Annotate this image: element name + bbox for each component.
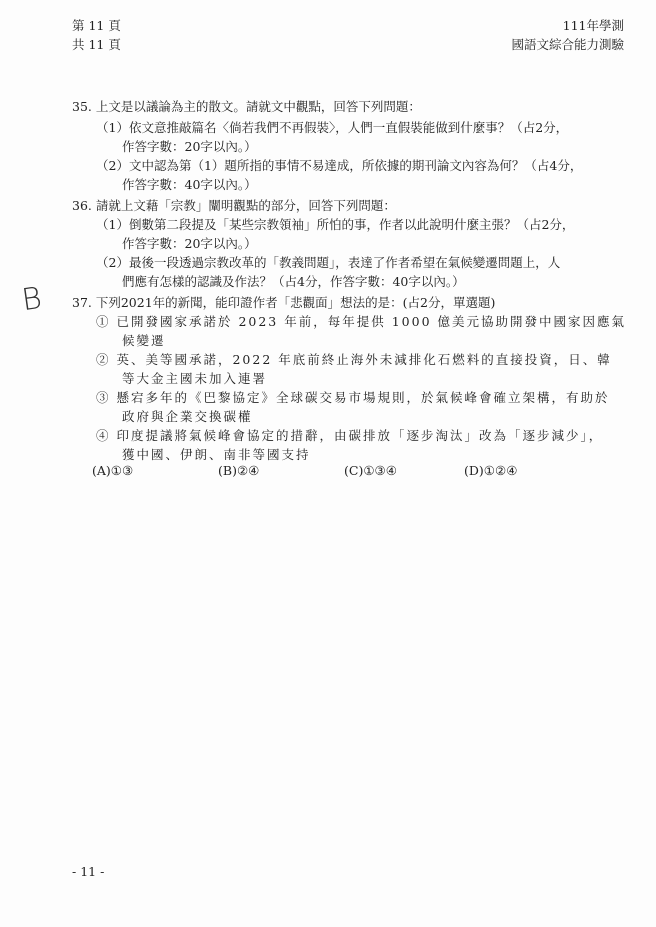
question-37-item-cont: 候變遷: [122, 333, 166, 348]
footer-page-number: - 11 -: [72, 864, 105, 879]
option-d: (D)①②④: [464, 463, 518, 478]
question-37-item: ③ 懸宕多年的《巴黎協定》全球碳交易市場規則，於氣候峰會確立架構，有助於: [96, 390, 610, 405]
question-37-item-cont: 等大金主國未加入連署: [122, 371, 268, 386]
question-36-sub1-cont: 作答字數：20字以內。）: [122, 236, 257, 251]
question-35-sub1: （1）依文意推敲篇名〈倘若我們不再假裝〉，人們一直假裝能做到什麼事？（占2分，: [96, 120, 569, 135]
question-35-sub2-cont: 作答字數：40字以內。）: [122, 177, 257, 192]
question-35-sub1-cont: 作答字數：20字以內。）: [122, 139, 257, 154]
question-36-sub2: （2）最後一段透過宗教改革的「教義問題」，表達了作者希望在氣候變遷問題上，人: [96, 255, 561, 270]
page-label: 第 11 頁: [72, 18, 121, 33]
option-b: (B)②④: [218, 463, 260, 478]
question-37-item: ① 已開發國家承諾於 2023 年前，每年提供 1000 億美元協助開發中國家因應氣: [96, 314, 626, 329]
question-37-item-cont: 獲中國、伊朗、南非等國支持: [122, 447, 311, 462]
question-35-sub2: （2）文中認為第（1）題所指的事情不易達成，所依據的期刊論文內容為何？（占4分，: [96, 158, 583, 173]
question-37-item: ④ 印度提議將氣候峰會協定的措辭，由碳排放「逐步淘汰」改為「逐步減少」，: [96, 428, 604, 443]
total-pages-label: 共 11 頁: [72, 37, 121, 52]
exam-subject: 國語文綜合能力測驗: [511, 37, 624, 52]
option-a: (A)①③: [92, 463, 134, 478]
question-36-stem: 36. 請就上文藉「宗教」闡明觀點的部分，回答下列問題：: [72, 198, 396, 213]
question-37-stem: 37. 下列2021年的新聞，能印證作者「悲觀面」想法的是：(占2分，單選題): [72, 295, 496, 310]
handwritten-answer-mark: B: [19, 280, 44, 319]
question-37-item-cont: 政府與企業交換碳權: [122, 409, 253, 424]
question-37-item: ② 英、美等國承諾，2022 年底前終止海外未減排化石燃料的直接投資，日、韓: [96, 352, 612, 367]
question-35-stem: 35. 上文是以議論為主的散文。請就文中觀點，回答下列問題：: [72, 99, 421, 114]
exam-year: 111年學測: [562, 18, 624, 33]
question-36-sub1: （1）倒數第二段提及「某些宗教領袖」所怕的事，作者以此說明什麼主張？（占2分，: [96, 217, 575, 232]
option-c: (C)①③④: [344, 463, 397, 478]
question-36-sub2-cont: 們應有怎樣的認識及作法？（占4分，作答字數：40字以內。）: [122, 274, 465, 289]
